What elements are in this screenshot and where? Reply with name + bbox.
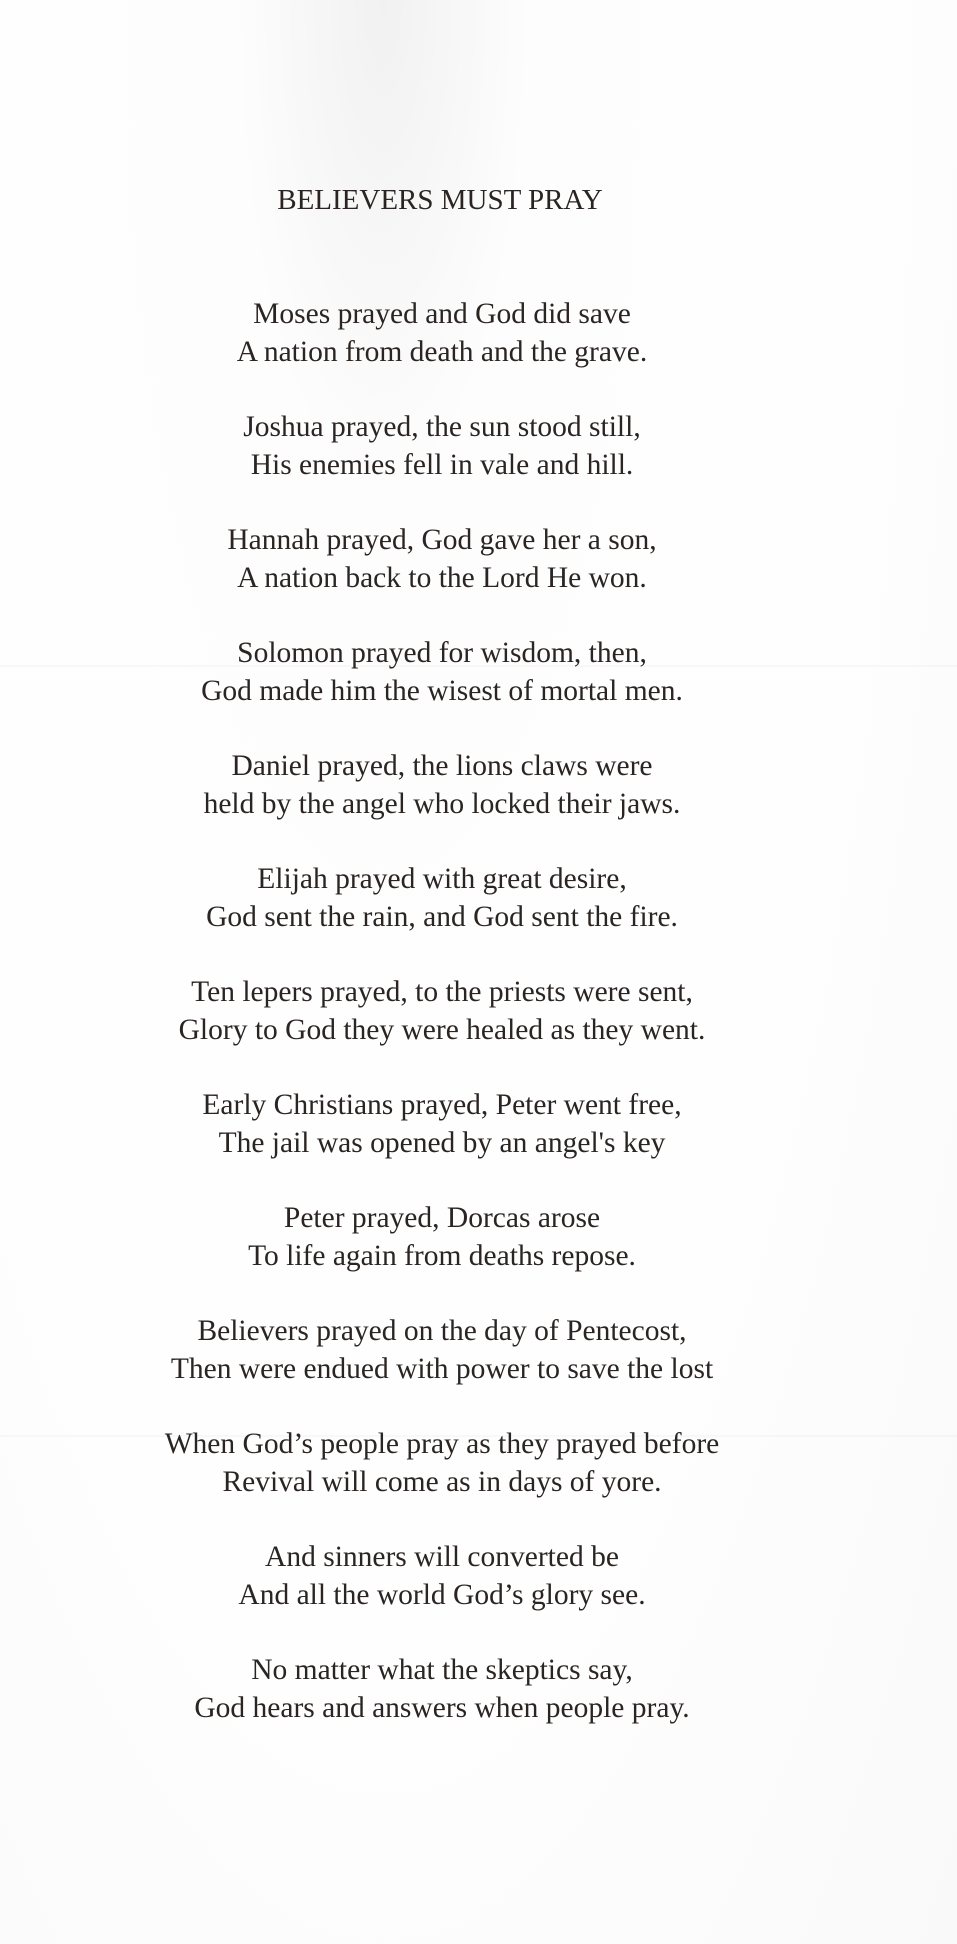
poem-line: Glory to God they were healed as they went. [178, 1013, 706, 1046]
poem-line: Then were endued with power to save the lost [170, 1352, 714, 1385]
poem-line: A nation back to the Lord He won. [237, 561, 647, 594]
poem-body [0, 296, 884, 1765]
poem-line: And sinners will converted be [265, 1541, 619, 1573]
poem-line: Hannah prayed, God gave her a son, [227, 524, 657, 556]
poem-line: Moses prayed and God did save [253, 298, 631, 330]
stanza [0, 1087, 884, 1162]
stanza [0, 1652, 884, 1727]
poem-line: Early Christians prayed, Peter went free, [202, 1089, 682, 1121]
poem-line: To life again from deaths repose. [248, 1239, 636, 1272]
stanza [0, 1426, 884, 1501]
poem-line: Solomon prayed for wisdom, then, [237, 637, 647, 669]
poem-line: God sent the rain, and God sent the fire. [206, 900, 678, 933]
poem-line: Elijah prayed with great desire, [257, 863, 627, 895]
poem-line: Peter prayed, Dorcas arose [283, 1202, 601, 1234]
poem-line: held by the angel who locked their jaws. [203, 787, 681, 820]
poem-line: Believers prayed on the day of Pentecost, [197, 1315, 687, 1347]
poem-line: When God’s people pray as they prayed before [164, 1428, 720, 1460]
stanza [0, 748, 884, 823]
poem-line: Daniel prayed, the lions claws were [231, 750, 653, 782]
stanza [0, 1313, 884, 1388]
poem-line: His enemies fell in vale and hill. [250, 448, 634, 481]
poem-line: A nation from death and the grave. [236, 335, 648, 368]
stanza [0, 1539, 884, 1614]
stanza [0, 1200, 884, 1275]
stanza [0, 861, 884, 936]
poem-title: BELIEVERS MUST PRAY [277, 184, 603, 216]
stanza [0, 296, 884, 371]
stanza [0, 635, 884, 710]
poem-line: Ten lepers prayed, to the priests were sent, [191, 976, 693, 1008]
stanza [0, 522, 884, 597]
poem-line: Revival will come as in days of yore. [222, 1465, 662, 1498]
poem-line: No matter what the skeptics say, [251, 1654, 633, 1686]
poem-line: God hears and answers when people pray. [194, 1691, 690, 1724]
poem-line: And all the world God’s glory see. [238, 1578, 646, 1611]
stanza [0, 974, 884, 1049]
poem-line: Joshua prayed, the sun stood still, [243, 411, 641, 443]
poem-line: God made him the wisest of mortal men. [201, 674, 683, 707]
poem-line: The jail was opened by an angel's key [218, 1126, 666, 1159]
stanza [0, 409, 884, 484]
